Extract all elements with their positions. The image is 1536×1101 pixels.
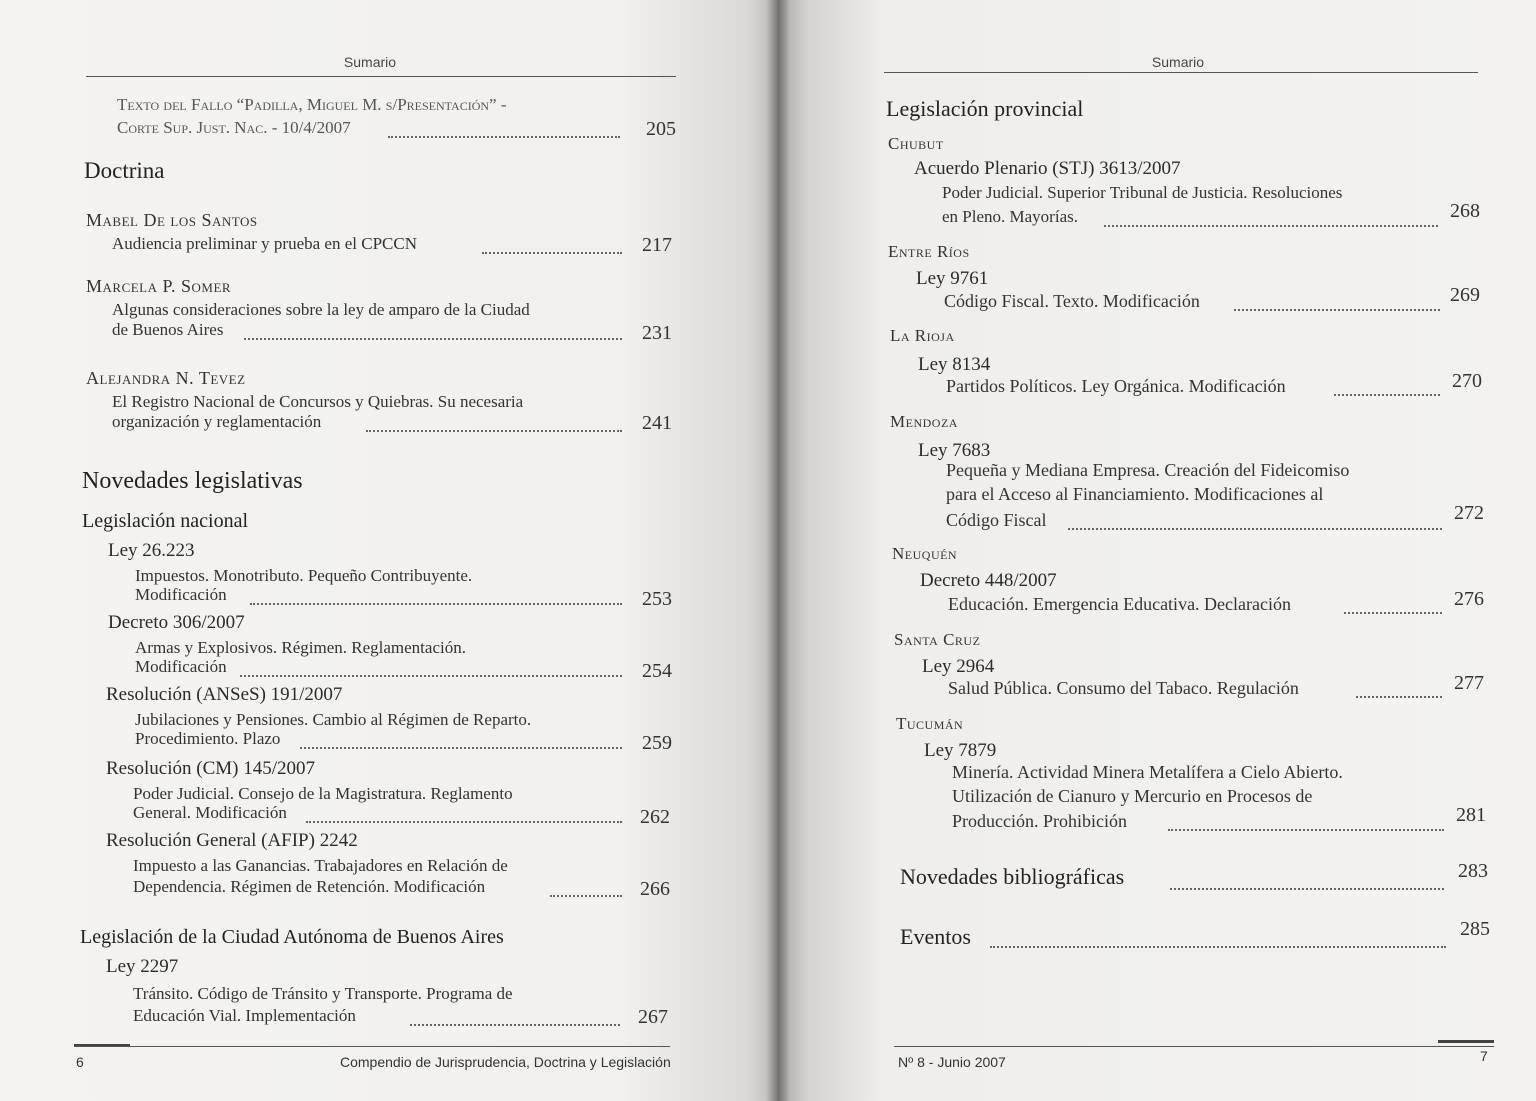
- author: Alejandra N. Tevez: [86, 368, 246, 388]
- law-desc: Tránsito. Código de Tránsito y Transporte. Programa de: [133, 984, 513, 1003]
- page-number: 281: [1456, 804, 1486, 826]
- page-number: 266: [640, 878, 670, 900]
- footer-rule-accent: [1438, 1040, 1494, 1043]
- page-number: 276: [1454, 588, 1484, 610]
- leader-dots: [550, 895, 622, 897]
- page-number: 253: [642, 588, 672, 610]
- header-rule: [884, 72, 1478, 73]
- leader-dots: [240, 675, 622, 677]
- law-name: Ley 8134: [918, 354, 991, 375]
- leader-dots: [388, 136, 620, 138]
- page-number: 262: [640, 806, 670, 828]
- leader-dots: [1356, 696, 1442, 698]
- law-name: Ley 2964: [922, 656, 995, 677]
- subsection-title-caba: Legislación de la Ciudad Autónoma de Buenos Aires: [80, 926, 504, 948]
- leader-dots: [1344, 612, 1442, 614]
- law-name: Decreto 448/2007: [920, 570, 1057, 591]
- law-desc-cont: Utilización de Cianuro y Mercurio en Procesos de: [952, 786, 1313, 806]
- section-title-novedades: Novedades legislativas: [82, 468, 303, 494]
- law-name: Ley 26.223: [108, 540, 195, 561]
- leader-dots: [1334, 394, 1440, 396]
- law-desc: Educación. Emergencia Educativa. Declaración: [948, 594, 1291, 614]
- law-desc: Impuesto a las Ganancias. Trabajadores en Relación de: [133, 856, 508, 875]
- section-title-bibliograficas: Novedades bibliográficas: [900, 864, 1125, 889]
- province-name: Tucumán: [896, 714, 964, 733]
- entry-title: Audiencia preliminar y prueba en el CPCCN: [112, 234, 417, 253]
- leader-dots: [366, 430, 622, 432]
- page-number: 259: [642, 732, 672, 754]
- page-number: 272: [1454, 502, 1484, 524]
- province-name: Santa Cruz: [894, 630, 981, 649]
- leader-dots: [250, 603, 622, 605]
- entry-title-cont: de Buenos Aires: [112, 320, 224, 339]
- law-desc: Pequeña y Mediana Empresa. Creación del Fideicomiso: [946, 460, 1350, 480]
- header-rule: [86, 76, 676, 77]
- page-number: 231: [642, 322, 672, 344]
- footer-rule: [894, 1046, 1494, 1047]
- section-title-provincial: Legislación provincial: [886, 96, 1084, 121]
- page-number: 270: [1452, 370, 1482, 392]
- law-desc-cont: Código Fiscal: [946, 510, 1047, 530]
- footer-rule: [74, 1046, 670, 1047]
- law-name: Acuerdo Plenario (STJ) 3613/2007: [914, 158, 1181, 179]
- leader-dots: [306, 821, 622, 823]
- law-desc: Armas y Explosivos. Régimen. Reglamentación.: [135, 638, 466, 657]
- law-desc: Jubilaciones y Pensiones. Cambio al Régimen de Reparto.: [135, 710, 532, 729]
- leader-dots: [1068, 528, 1442, 530]
- fallo-court: Corte Sup. Just. Nac. - 10/4/2007: [117, 118, 351, 137]
- law-desc-cont: Producción. Prohibición: [952, 811, 1127, 831]
- footer-publication-title: Compendio de Jurisprudencia, Doctrina y Legislación: [340, 1054, 671, 1070]
- page-number: 277: [1454, 672, 1484, 694]
- running-header: Sumario: [1151, 54, 1205, 70]
- law-desc: Poder Judicial. Superior Tribunal de Justicia. Resoluciones: [942, 183, 1343, 202]
- page-number: 217: [642, 234, 672, 256]
- law-name: Ley 7879: [924, 740, 997, 761]
- fallo-title: Texto del Fallo “Padilla, Miguel M. s/Presentación” -: [117, 95, 507, 114]
- law-desc: Partidos Políticos. Ley Orgánica. Modificación: [946, 376, 1286, 396]
- law-name: Ley 7683: [918, 440, 991, 461]
- page-number: 283: [1458, 860, 1488, 882]
- law-desc-cont: Procedimiento. Plazo: [135, 729, 281, 748]
- leader-dots: [410, 1024, 620, 1026]
- leader-dots: [482, 252, 622, 254]
- law-desc: Código Fiscal. Texto. Modificación: [944, 291, 1200, 311]
- entry-title-cont: organización y reglamentación: [112, 412, 322, 431]
- running-header: Sumario: [343, 54, 397, 70]
- entry-title: Algunas consideraciones sobre la ley de amparo de la Ciudad: [112, 300, 530, 319]
- province-name: Entre Ríos: [888, 242, 970, 261]
- law-name: Decreto 306/2007: [108, 612, 245, 633]
- section-title-eventos: Eventos: [900, 924, 971, 949]
- law-desc-cont: para el Acceso al Financiamiento. Modificaciones al: [946, 484, 1324, 504]
- leader-dots: [990, 946, 1446, 948]
- page-number: 269: [1450, 284, 1480, 306]
- law-desc: Poder Judicial. Consejo de la Magistratura. Reglamento: [133, 784, 513, 803]
- footer-issue: Nº 8 - Junio 2007: [898, 1054, 1006, 1070]
- page-number: 205: [646, 118, 676, 140]
- law-desc-cont: en Pleno. Mayorías.: [942, 207, 1078, 226]
- province-name: La Rioja: [890, 326, 955, 345]
- province-name: Mendoza: [890, 412, 958, 431]
- author: Marcela P. Somer: [86, 276, 232, 296]
- entry-title: El Registro Nacional de Concursos y Quiebras. Su necesaria: [112, 392, 524, 411]
- page-number: 241: [642, 412, 672, 434]
- page-number: 267: [638, 1006, 668, 1028]
- province-name: Chubut: [888, 134, 944, 153]
- leader-dots: [244, 338, 622, 340]
- law-name: Ley 2297: [106, 956, 179, 977]
- law-desc-cont: Educación Vial. Implementación: [133, 1006, 356, 1025]
- book-gutter-shadow: [766, 0, 790, 1101]
- law-desc: Minería. Actividad Minera Metalífera a Cielo Abierto.: [952, 762, 1343, 782]
- page-number: 268: [1450, 200, 1480, 222]
- footer-page-number: 6: [76, 1054, 84, 1070]
- subsection-title-nacional: Legislación nacional: [82, 510, 249, 532]
- leader-dots: [1104, 225, 1438, 227]
- leader-dots: [300, 747, 622, 749]
- law-desc: Salud Pública. Consumo del Tabaco. Regulación: [948, 678, 1299, 698]
- leader-dots: [1170, 888, 1444, 890]
- law-name: Resolución (CM) 145/2007: [106, 758, 315, 779]
- law-name: Ley 9761: [916, 268, 989, 289]
- section-title-doctrina: Doctrina: [84, 158, 165, 183]
- leader-dots: [1234, 309, 1440, 311]
- law-name: Resolución General (AFIP) 2242: [106, 830, 358, 851]
- law-name: Resolución (ANSeS) 191/2007: [106, 684, 343, 705]
- law-desc-cont: Dependencia. Régimen de Retención. Modificación: [133, 877, 486, 896]
- province-name: Neuquén: [892, 544, 958, 563]
- law-desc: Impuestos. Monotributo. Pequeño Contribuyente.: [135, 566, 473, 585]
- footer-page-number: 7: [1480, 1048, 1488, 1064]
- law-desc-cont: General. Modificación: [133, 803, 287, 822]
- law-desc-cont: Modificación: [135, 585, 227, 604]
- leader-dots: [1168, 829, 1444, 831]
- law-desc-cont: Modificación: [135, 657, 227, 676]
- right-page: [778, 0, 1536, 1101]
- page-number: 285: [1460, 918, 1490, 940]
- author: Mabel De los Santos: [86, 210, 258, 230]
- page-number: 254: [642, 660, 672, 682]
